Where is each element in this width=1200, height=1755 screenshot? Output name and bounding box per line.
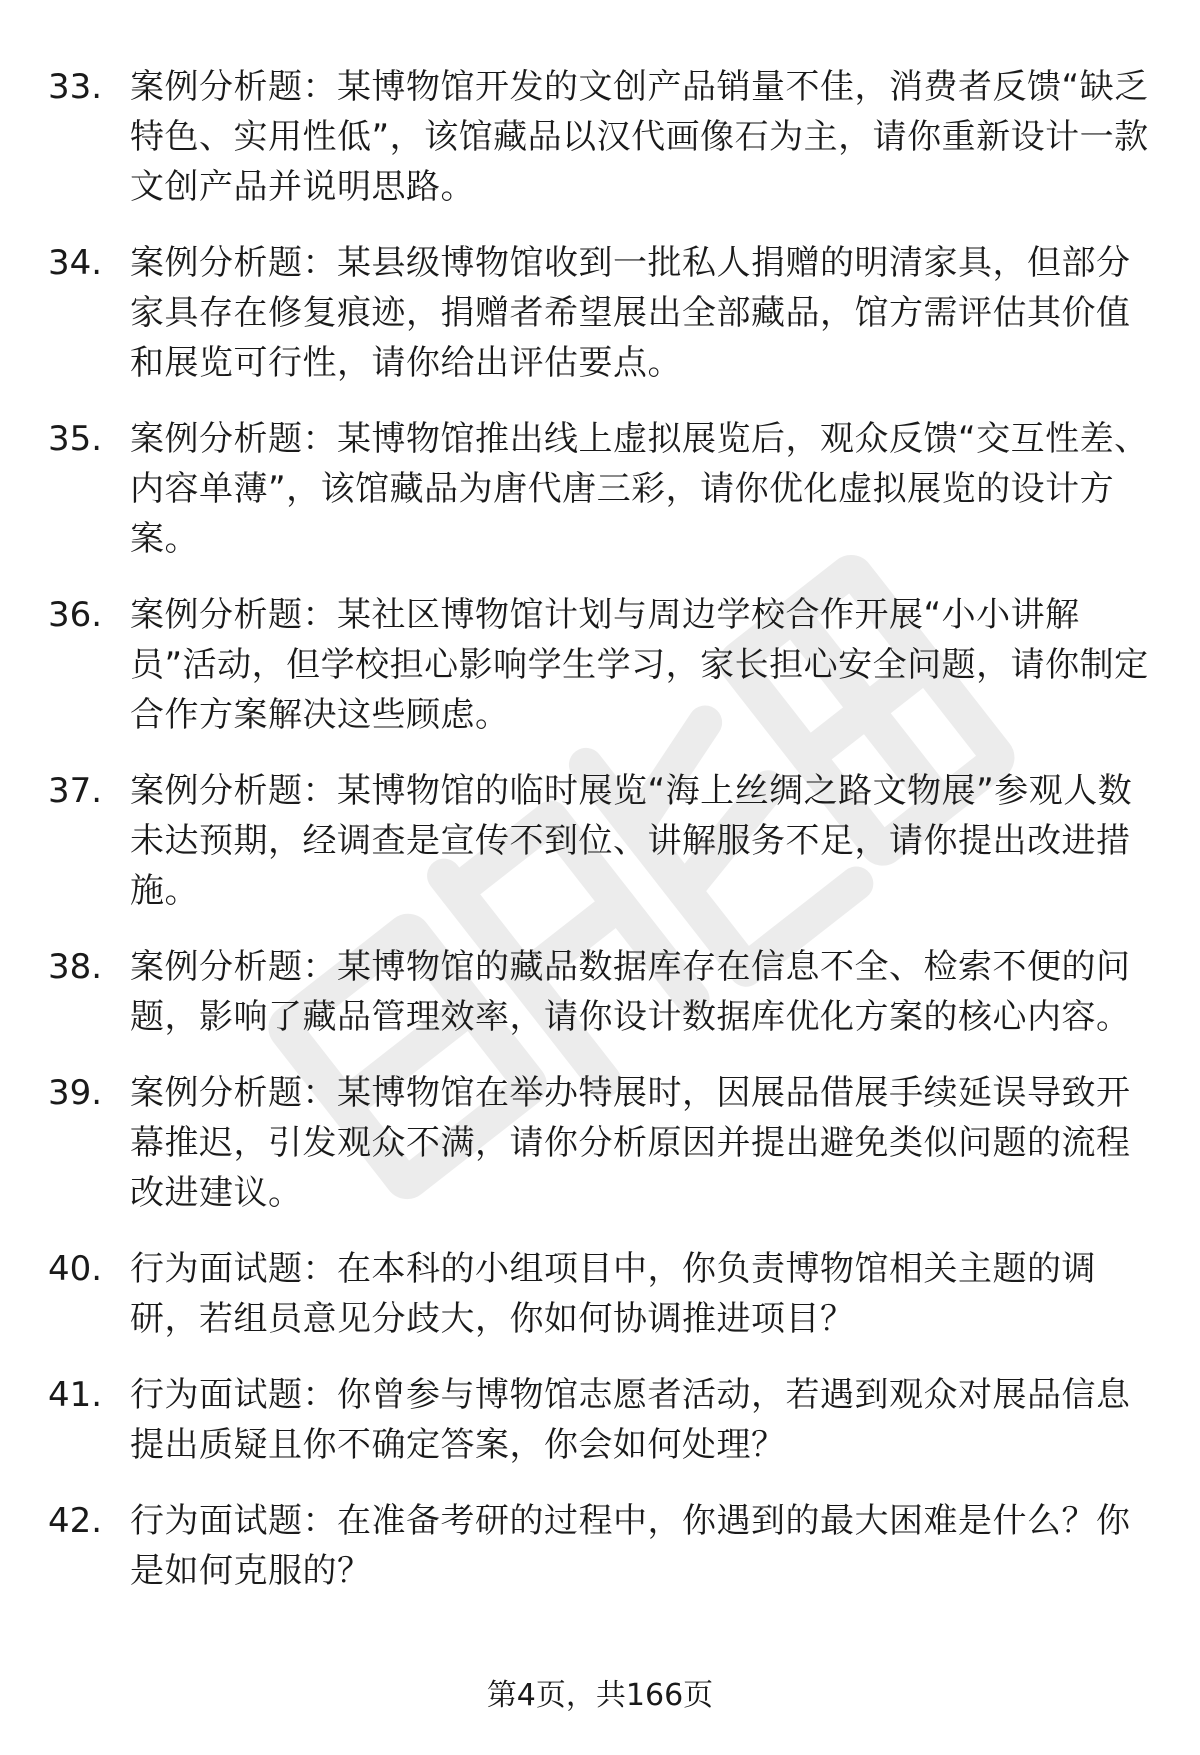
question-item-39: [48, 1068, 1158, 1218]
question-number: 35.: [48, 419, 103, 459]
question-text: 案例分析题：某博物馆推出线上虚拟展览后，观众反馈“交互性差、内容单薄”，该馆藏品为唐代唐三彩，请你优化虚拟展览的设计方案。: [130, 419, 1149, 559]
question-text: 案例分析题：某博物馆在举办特展时，因展品借展手续延误导致开幕推迟，引发观众不满，请你分析原因并提出避免类似问题的流程改进建议。: [130, 1073, 1131, 1213]
question-text: 案例分析题：某博物馆的临时展览“海上丝绸之路文物展”参观人数未达预期，经调查是宣传不到位、讲解服务不足，请你提出改进措施。: [130, 771, 1133, 911]
question-item-40: [48, 1244, 1158, 1344]
question-number: 40.: [48, 1249, 103, 1289]
question-text: 行为面试题：你曾参与博物馆志愿者活动，若遇到观众对展品信息提出质疑且你不确定答案，你会如何处理？: [130, 1375, 1131, 1465]
question-number: 39.: [48, 1073, 103, 1113]
question-number: 36.: [48, 595, 103, 635]
question-text: 案例分析题：某博物馆的藏品数据库存在信息不全、检索不便的问题，影响了藏品管理效率，请你设计数据库优化方案的核心内容。: [130, 947, 1131, 1037]
question-item-36: [48, 590, 1158, 740]
question-item-38: [48, 942, 1158, 1042]
question-text: 案例分析题：某县级博物馆收到一批私人捐赠的明清家具，但部分家具存在修复痕迹，捐赠者希望展出全部藏品，馆方需评估其价值和展览可行性，请你给出评估要点。: [130, 243, 1131, 383]
question-number: 38.: [48, 947, 103, 987]
question-list: [48, 62, 1158, 1622]
page-footer: 第4页，共166页: [486, 1678, 714, 1713]
question-number: 33.: [48, 67, 103, 107]
question-item-37: [48, 766, 1158, 916]
question-item-41: [48, 1370, 1158, 1470]
question-item-33: [48, 62, 1158, 212]
question-text: 行为面试题：在本科的小组项目中，你负责博物馆相关主题的调研，若组员意见分歧大，你如何协调推进项目？: [130, 1249, 1096, 1339]
question-item-34: [48, 238, 1158, 388]
question-item-42: [48, 1496, 1158, 1596]
question-text: 行为面试题：在准备考研的过程中，你遇到的最大困难是什么？你是如何克服的？: [130, 1501, 1131, 1591]
question-number: 41.: [48, 1375, 103, 1415]
question-text: 案例分析题：某博物馆开发的文创产品销量不佳，消费者反馈“缺乏特色、实用性低”，该馆藏品以汉代画像石为主，请你重新设计一款文创产品并说明思路。: [130, 67, 1149, 207]
question-text: 案例分析题：某社区博物馆计划与周边学校合作开展“小小讲解员”活动，但学校担心影响学生学习，家长担心安全问题，请你制定合作方案解决这些顾虑。: [130, 595, 1149, 735]
question-number: 42.: [48, 1501, 103, 1541]
question-number: 37.: [48, 771, 103, 811]
question-number: 34.: [48, 243, 103, 283]
question-item-35: [48, 414, 1158, 564]
